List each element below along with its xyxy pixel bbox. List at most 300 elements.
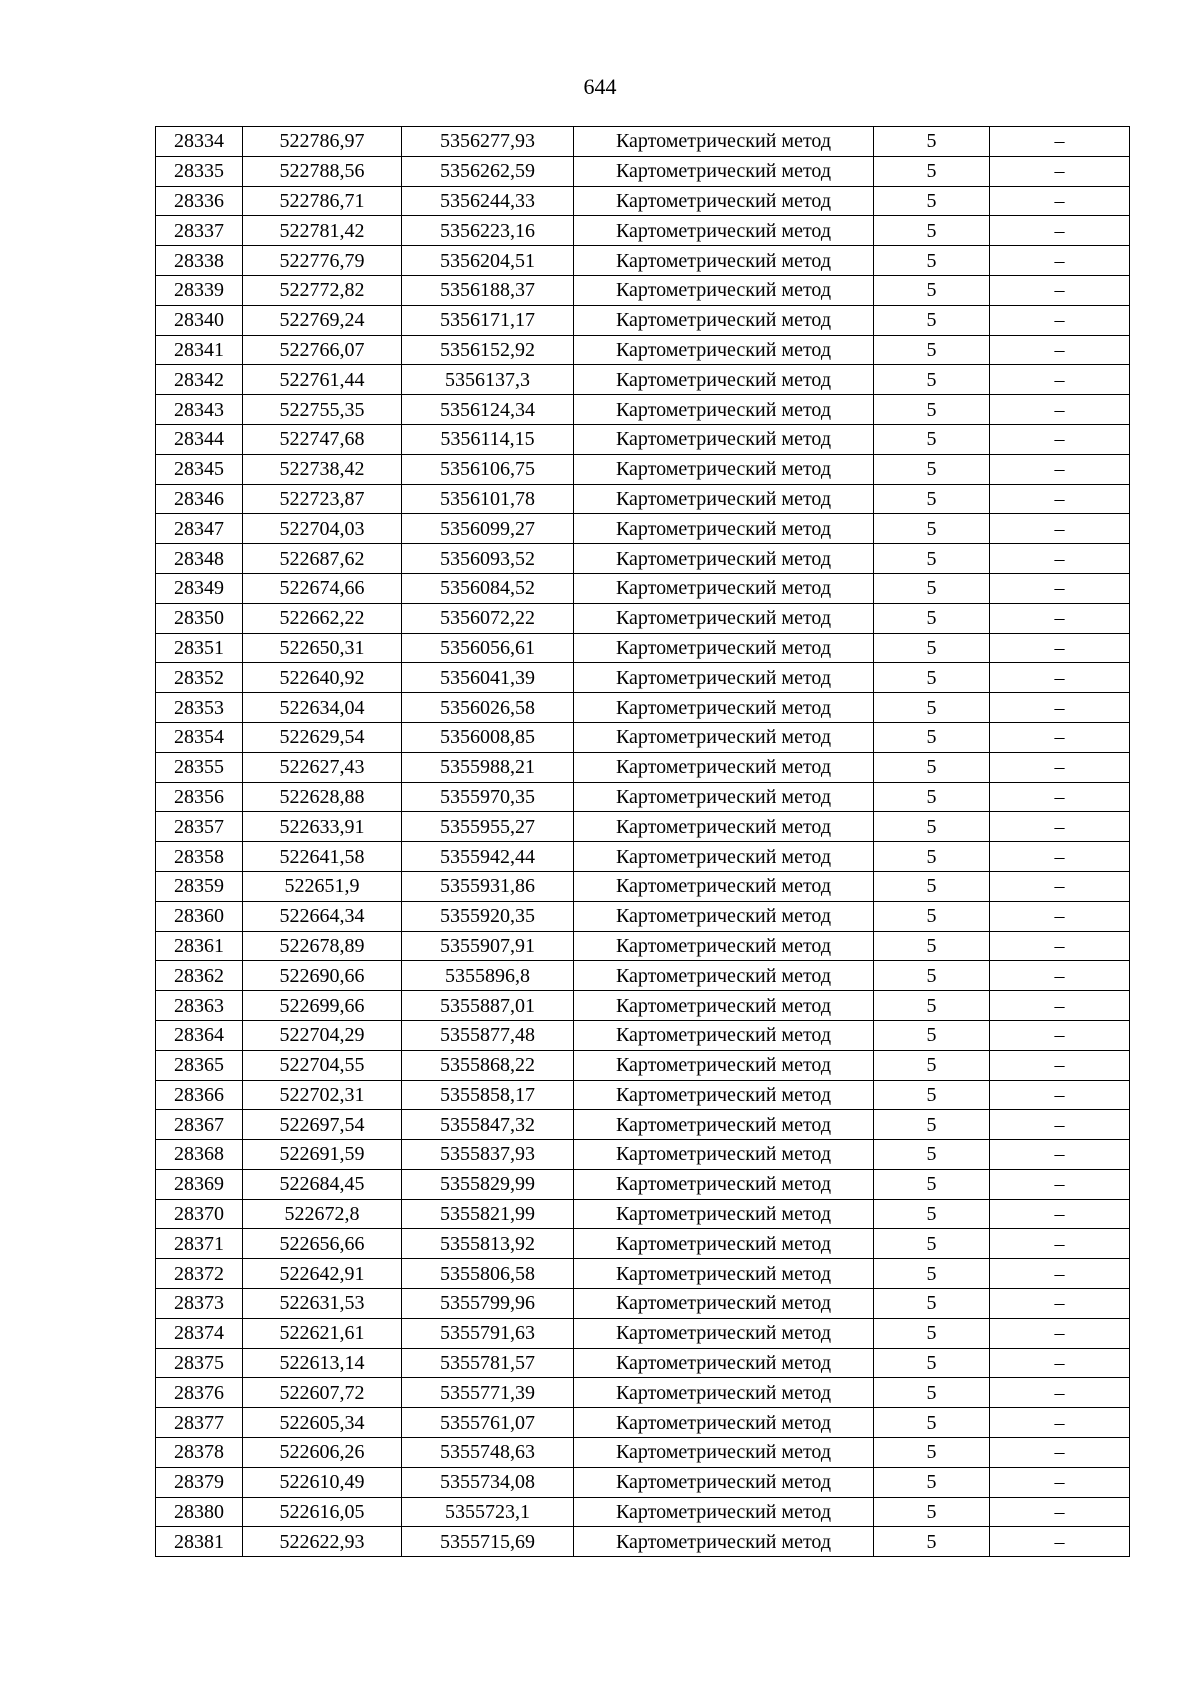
description-cell: – bbox=[990, 484, 1130, 514]
description-cell: – bbox=[990, 1497, 1130, 1527]
table-row bbox=[156, 514, 1130, 544]
description-cell: – bbox=[990, 1110, 1130, 1140]
accuracy-cell: 5 bbox=[874, 484, 990, 514]
method-cell: Картометрический метод bbox=[574, 454, 874, 484]
point-number-cell: 28367 bbox=[156, 1110, 243, 1140]
y-coordinate-cell: 5356277,93 bbox=[402, 127, 574, 157]
y-coordinate-cell: 5356244,33 bbox=[402, 186, 574, 216]
accuracy-cell: 5 bbox=[874, 544, 990, 574]
method-cell: Картометрический метод bbox=[574, 1110, 874, 1140]
y-coordinate-cell: 5356106,75 bbox=[402, 454, 574, 484]
accuracy-cell: 5 bbox=[874, 871, 990, 901]
page-number: 644 bbox=[583, 74, 617, 99]
x-coordinate-cell: 522776,79 bbox=[243, 246, 402, 276]
description-cell: – bbox=[990, 1050, 1130, 1080]
method-cell: Картометрический метод bbox=[574, 901, 874, 931]
x-coordinate-cell: 522772,82 bbox=[243, 275, 402, 305]
accuracy-cell: 5 bbox=[874, 991, 990, 1021]
x-coordinate-cell: 522606,26 bbox=[243, 1438, 402, 1468]
x-coordinate-cell: 522651,9 bbox=[243, 871, 402, 901]
method-cell: Картометрический метод bbox=[574, 842, 874, 872]
table-row bbox=[156, 782, 1130, 812]
point-number-cell: 28380 bbox=[156, 1497, 243, 1527]
description-cell: – bbox=[990, 1289, 1130, 1319]
accuracy-cell: 5 bbox=[874, 1140, 990, 1170]
y-coordinate-cell: 5355837,93 bbox=[402, 1140, 574, 1170]
method-cell: Картометрический метод bbox=[574, 1080, 874, 1110]
method-cell: Картометрический метод bbox=[574, 1527, 874, 1557]
method-cell: Картометрический метод bbox=[574, 782, 874, 812]
x-coordinate-cell: 522650,31 bbox=[243, 633, 402, 663]
table-row bbox=[156, 842, 1130, 872]
method-cell: Картометрический метод bbox=[574, 216, 874, 246]
description-cell: – bbox=[990, 693, 1130, 723]
description-cell: – bbox=[990, 335, 1130, 365]
method-cell: Картометрический метод bbox=[574, 514, 874, 544]
point-number-cell: 28373 bbox=[156, 1289, 243, 1319]
x-coordinate-cell: 522769,24 bbox=[243, 305, 402, 335]
x-coordinate-cell: 522678,89 bbox=[243, 931, 402, 961]
x-coordinate-cell: 522684,45 bbox=[243, 1169, 402, 1199]
x-coordinate-cell: 522747,68 bbox=[243, 424, 402, 454]
table-row bbox=[156, 812, 1130, 842]
description-cell: – bbox=[990, 782, 1130, 812]
y-coordinate-cell: 5355791,63 bbox=[402, 1318, 574, 1348]
point-number-cell: 28345 bbox=[156, 454, 243, 484]
method-cell: Картометрический метод bbox=[574, 663, 874, 693]
y-coordinate-cell: 5355896,8 bbox=[402, 961, 574, 991]
y-coordinate-cell: 5355868,22 bbox=[402, 1050, 574, 1080]
table-row bbox=[156, 603, 1130, 633]
y-coordinate-cell: 5355970,35 bbox=[402, 782, 574, 812]
table-row bbox=[156, 1289, 1130, 1319]
x-coordinate-cell: 522633,91 bbox=[243, 812, 402, 842]
x-coordinate-cell: 522631,53 bbox=[243, 1289, 402, 1319]
point-number-cell: 28344 bbox=[156, 424, 243, 454]
accuracy-cell: 5 bbox=[874, 1348, 990, 1378]
point-number-cell: 28342 bbox=[156, 365, 243, 395]
y-coordinate-cell: 5356072,22 bbox=[402, 603, 574, 633]
y-coordinate-cell: 5355829,99 bbox=[402, 1169, 574, 1199]
point-number-cell: 28360 bbox=[156, 901, 243, 931]
accuracy-cell: 5 bbox=[874, 1497, 990, 1527]
point-number-cell: 28351 bbox=[156, 633, 243, 663]
y-coordinate-cell: 5355942,44 bbox=[402, 842, 574, 872]
description-cell: – bbox=[990, 752, 1130, 782]
y-coordinate-cell: 5355734,08 bbox=[402, 1467, 574, 1497]
table-row bbox=[156, 1497, 1130, 1527]
y-coordinate-cell: 5355771,39 bbox=[402, 1378, 574, 1408]
description-cell: – bbox=[990, 514, 1130, 544]
point-number-cell: 28365 bbox=[156, 1050, 243, 1080]
point-number-cell: 28340 bbox=[156, 305, 243, 335]
method-cell: Картометрический метод bbox=[574, 633, 874, 663]
point-number-cell: 28369 bbox=[156, 1169, 243, 1199]
method-cell: Картометрический метод bbox=[574, 871, 874, 901]
point-number-cell: 28343 bbox=[156, 395, 243, 425]
description-cell: – bbox=[990, 1438, 1130, 1468]
description-cell: – bbox=[990, 246, 1130, 276]
description-cell: – bbox=[990, 871, 1130, 901]
table-row bbox=[156, 1318, 1130, 1348]
table-row bbox=[156, 1199, 1130, 1229]
accuracy-cell: 5 bbox=[874, 454, 990, 484]
y-coordinate-cell: 5356114,15 bbox=[402, 424, 574, 454]
method-cell: Картометрический метод bbox=[574, 1438, 874, 1468]
description-cell: – bbox=[990, 633, 1130, 663]
table-row bbox=[156, 1527, 1130, 1557]
description-cell: – bbox=[990, 156, 1130, 186]
y-coordinate-cell: 5356171,17 bbox=[402, 305, 574, 335]
method-cell: Картометрический метод bbox=[574, 365, 874, 395]
method-cell: Картометрический метод bbox=[574, 812, 874, 842]
accuracy-cell: 5 bbox=[874, 1199, 990, 1229]
table-row bbox=[156, 663, 1130, 693]
y-coordinate-cell: 5356093,52 bbox=[402, 544, 574, 574]
description-cell: – bbox=[990, 1080, 1130, 1110]
description-cell: – bbox=[990, 931, 1130, 961]
table-row bbox=[156, 633, 1130, 663]
point-number-cell: 28355 bbox=[156, 752, 243, 782]
x-coordinate-cell: 522697,54 bbox=[243, 1110, 402, 1140]
point-number-cell: 28362 bbox=[156, 961, 243, 991]
method-cell: Картометрический метод bbox=[574, 1497, 874, 1527]
table-row bbox=[156, 424, 1130, 454]
y-coordinate-cell: 5355781,57 bbox=[402, 1348, 574, 1378]
method-cell: Картометрический метод bbox=[574, 603, 874, 633]
accuracy-cell: 5 bbox=[874, 1467, 990, 1497]
description-cell: – bbox=[990, 365, 1130, 395]
table-row bbox=[156, 871, 1130, 901]
y-coordinate-cell: 5355806,58 bbox=[402, 1259, 574, 1289]
point-number-cell: 28347 bbox=[156, 514, 243, 544]
method-cell: Картометрический метод bbox=[574, 752, 874, 782]
accuracy-cell: 5 bbox=[874, 1318, 990, 1348]
x-coordinate-cell: 522702,31 bbox=[243, 1080, 402, 1110]
y-coordinate-cell: 5356152,92 bbox=[402, 335, 574, 365]
point-number-cell: 28377 bbox=[156, 1408, 243, 1438]
table-row bbox=[156, 991, 1130, 1021]
table-row bbox=[156, 395, 1130, 425]
point-number-cell: 28337 bbox=[156, 216, 243, 246]
x-coordinate-cell: 522656,66 bbox=[243, 1229, 402, 1259]
x-coordinate-cell: 522723,87 bbox=[243, 484, 402, 514]
description-cell: – bbox=[990, 1378, 1130, 1408]
table-row bbox=[156, 1080, 1130, 1110]
y-coordinate-cell: 5356137,3 bbox=[402, 365, 574, 395]
accuracy-cell: 5 bbox=[874, 365, 990, 395]
y-coordinate-cell: 5356188,37 bbox=[402, 275, 574, 305]
y-coordinate-cell: 5355847,32 bbox=[402, 1110, 574, 1140]
method-cell: Картометрический метод bbox=[574, 424, 874, 454]
y-coordinate-cell: 5356099,27 bbox=[402, 514, 574, 544]
point-number-cell: 28381 bbox=[156, 1527, 243, 1557]
description-cell: – bbox=[990, 186, 1130, 216]
table-row bbox=[156, 901, 1130, 931]
method-cell: Картометрический метод bbox=[574, 693, 874, 723]
method-cell: Картометрический метод bbox=[574, 395, 874, 425]
accuracy-cell: 5 bbox=[874, 633, 990, 663]
y-coordinate-cell: 5355723,1 bbox=[402, 1497, 574, 1527]
x-coordinate-cell: 522687,62 bbox=[243, 544, 402, 574]
point-number-cell: 28356 bbox=[156, 782, 243, 812]
table-row bbox=[156, 246, 1130, 276]
description-cell: – bbox=[990, 424, 1130, 454]
accuracy-cell: 5 bbox=[874, 1289, 990, 1319]
method-cell: Картометрический метод bbox=[574, 186, 874, 216]
table-row bbox=[156, 573, 1130, 603]
method-cell: Картометрический метод bbox=[574, 1020, 874, 1050]
accuracy-cell: 5 bbox=[874, 1169, 990, 1199]
point-number-cell: 28348 bbox=[156, 544, 243, 574]
point-number-cell: 28357 bbox=[156, 812, 243, 842]
point-number-cell: 28371 bbox=[156, 1229, 243, 1259]
description-cell: – bbox=[990, 722, 1130, 752]
x-coordinate-cell: 522610,49 bbox=[243, 1467, 402, 1497]
accuracy-cell: 5 bbox=[874, 752, 990, 782]
method-cell: Картометрический метод bbox=[574, 1199, 874, 1229]
x-coordinate-cell: 522786,97 bbox=[243, 127, 402, 157]
point-number-cell: 28335 bbox=[156, 156, 243, 186]
accuracy-cell: 5 bbox=[874, 1020, 990, 1050]
accuracy-cell: 5 bbox=[874, 782, 990, 812]
y-coordinate-cell: 5355907,91 bbox=[402, 931, 574, 961]
y-coordinate-cell: 5356223,16 bbox=[402, 216, 574, 246]
description-cell: – bbox=[990, 216, 1130, 246]
x-coordinate-cell: 522788,56 bbox=[243, 156, 402, 186]
method-cell: Картометрический метод bbox=[574, 573, 874, 603]
x-coordinate-cell: 522605,34 bbox=[243, 1408, 402, 1438]
point-number-cell: 28379 bbox=[156, 1467, 243, 1497]
x-coordinate-cell: 522781,42 bbox=[243, 216, 402, 246]
table-row bbox=[156, 1020, 1130, 1050]
coordinates-table-body bbox=[156, 127, 1130, 1557]
x-coordinate-cell: 522621,61 bbox=[243, 1318, 402, 1348]
table-row bbox=[156, 1110, 1130, 1140]
accuracy-cell: 5 bbox=[874, 693, 990, 723]
y-coordinate-cell: 5356124,34 bbox=[402, 395, 574, 425]
description-cell: – bbox=[990, 395, 1130, 425]
table-row bbox=[156, 1050, 1130, 1080]
accuracy-cell: 5 bbox=[874, 1527, 990, 1557]
point-number-cell: 28334 bbox=[156, 127, 243, 157]
table-row bbox=[156, 693, 1130, 723]
table-row bbox=[156, 484, 1130, 514]
table-row bbox=[156, 544, 1130, 574]
description-cell: – bbox=[990, 842, 1130, 872]
point-number-cell: 28368 bbox=[156, 1140, 243, 1170]
y-coordinate-cell: 5355821,99 bbox=[402, 1199, 574, 1229]
accuracy-cell: 5 bbox=[874, 1229, 990, 1259]
x-coordinate-cell: 522699,66 bbox=[243, 991, 402, 1021]
y-coordinate-cell: 5355887,01 bbox=[402, 991, 574, 1021]
x-coordinate-cell: 522607,72 bbox=[243, 1378, 402, 1408]
point-number-cell: 28363 bbox=[156, 991, 243, 1021]
method-cell: Картометрический метод bbox=[574, 722, 874, 752]
y-coordinate-cell: 5355761,07 bbox=[402, 1408, 574, 1438]
description-cell: – bbox=[990, 305, 1130, 335]
accuracy-cell: 5 bbox=[874, 663, 990, 693]
method-cell: Картометрический метод bbox=[574, 127, 874, 157]
x-coordinate-cell: 522766,07 bbox=[243, 335, 402, 365]
y-coordinate-cell: 5356204,51 bbox=[402, 246, 574, 276]
point-number-cell: 28341 bbox=[156, 335, 243, 365]
point-number-cell: 28361 bbox=[156, 931, 243, 961]
method-cell: Картометрический метод bbox=[574, 1259, 874, 1289]
method-cell: Картометрический метод bbox=[574, 1289, 874, 1319]
table-row bbox=[156, 156, 1130, 186]
method-cell: Картометрический метод bbox=[574, 544, 874, 574]
x-coordinate-cell: 522664,34 bbox=[243, 901, 402, 931]
method-cell: Картометрический метод bbox=[574, 1140, 874, 1170]
point-number-cell: 28370 bbox=[156, 1199, 243, 1229]
table-row bbox=[156, 335, 1130, 365]
table-row bbox=[156, 1169, 1130, 1199]
description-cell: – bbox=[990, 1259, 1130, 1289]
table-row bbox=[156, 722, 1130, 752]
accuracy-cell: 5 bbox=[874, 722, 990, 752]
accuracy-cell: 5 bbox=[874, 395, 990, 425]
method-cell: Картометрический метод bbox=[574, 1467, 874, 1497]
x-coordinate-cell: 522691,59 bbox=[243, 1140, 402, 1170]
method-cell: Картометрический метод bbox=[574, 275, 874, 305]
x-coordinate-cell: 522704,55 bbox=[243, 1050, 402, 1080]
accuracy-cell: 5 bbox=[874, 603, 990, 633]
method-cell: Картометрический метод bbox=[574, 1318, 874, 1348]
point-number-cell: 28346 bbox=[156, 484, 243, 514]
method-cell: Картометрический метод bbox=[574, 961, 874, 991]
y-coordinate-cell: 5355858,17 bbox=[402, 1080, 574, 1110]
x-coordinate-cell: 522761,44 bbox=[243, 365, 402, 395]
x-coordinate-cell: 522629,54 bbox=[243, 722, 402, 752]
y-coordinate-cell: 5356084,52 bbox=[402, 573, 574, 603]
point-number-cell: 28374 bbox=[156, 1318, 243, 1348]
table-row bbox=[156, 365, 1130, 395]
x-coordinate-cell: 522634,04 bbox=[243, 693, 402, 723]
point-number-cell: 28358 bbox=[156, 842, 243, 872]
x-coordinate-cell: 522628,88 bbox=[243, 782, 402, 812]
accuracy-cell: 5 bbox=[874, 1110, 990, 1140]
accuracy-cell: 5 bbox=[874, 246, 990, 276]
x-coordinate-cell: 522662,22 bbox=[243, 603, 402, 633]
description-cell: – bbox=[990, 1169, 1130, 1199]
x-coordinate-cell: 522616,05 bbox=[243, 1497, 402, 1527]
y-coordinate-cell: 5355955,27 bbox=[402, 812, 574, 842]
point-number-cell: 28364 bbox=[156, 1020, 243, 1050]
accuracy-cell: 5 bbox=[874, 1080, 990, 1110]
accuracy-cell: 5 bbox=[874, 275, 990, 305]
description-cell: – bbox=[990, 603, 1130, 633]
point-number-cell: 28349 bbox=[156, 573, 243, 603]
table-row bbox=[156, 1259, 1130, 1289]
accuracy-cell: 5 bbox=[874, 1378, 990, 1408]
description-cell: – bbox=[990, 1229, 1130, 1259]
y-coordinate-cell: 5355988,21 bbox=[402, 752, 574, 782]
method-cell: Картометрический метод bbox=[574, 1229, 874, 1259]
point-number-cell: 28352 bbox=[156, 663, 243, 693]
table-row bbox=[156, 275, 1130, 305]
y-coordinate-cell: 5356262,59 bbox=[402, 156, 574, 186]
x-coordinate-cell: 522704,29 bbox=[243, 1020, 402, 1050]
accuracy-cell: 5 bbox=[874, 305, 990, 335]
accuracy-cell: 5 bbox=[874, 127, 990, 157]
table-row bbox=[156, 1140, 1130, 1170]
method-cell: Картометрический метод bbox=[574, 1050, 874, 1080]
table-row bbox=[156, 127, 1130, 157]
method-cell: Картометрический метод bbox=[574, 156, 874, 186]
x-coordinate-cell: 522704,03 bbox=[243, 514, 402, 544]
description-cell: – bbox=[990, 275, 1130, 305]
point-number-cell: 28354 bbox=[156, 722, 243, 752]
table-row bbox=[156, 931, 1130, 961]
table-row bbox=[156, 186, 1130, 216]
coordinates-table bbox=[155, 126, 1130, 1557]
description-cell: – bbox=[990, 1408, 1130, 1438]
x-coordinate-cell: 522690,66 bbox=[243, 961, 402, 991]
y-coordinate-cell: 5356056,61 bbox=[402, 633, 574, 663]
point-number-cell: 28339 bbox=[156, 275, 243, 305]
x-coordinate-cell: 522738,42 bbox=[243, 454, 402, 484]
description-cell: – bbox=[990, 1527, 1130, 1557]
accuracy-cell: 5 bbox=[874, 1438, 990, 1468]
point-number-cell: 28378 bbox=[156, 1438, 243, 1468]
y-coordinate-cell: 5355877,48 bbox=[402, 1020, 574, 1050]
description-cell: – bbox=[990, 812, 1130, 842]
description-cell: – bbox=[990, 991, 1130, 1021]
accuracy-cell: 5 bbox=[874, 901, 990, 931]
x-coordinate-cell: 522642,91 bbox=[243, 1259, 402, 1289]
method-cell: Картометрический метод bbox=[574, 305, 874, 335]
y-coordinate-cell: 5355920,35 bbox=[402, 901, 574, 931]
y-coordinate-cell: 5356008,85 bbox=[402, 722, 574, 752]
x-coordinate-cell: 522672,8 bbox=[243, 1199, 402, 1229]
x-coordinate-cell: 522641,58 bbox=[243, 842, 402, 872]
y-coordinate-cell: 5356026,58 bbox=[402, 693, 574, 723]
point-number-cell: 28372 bbox=[156, 1259, 243, 1289]
point-number-cell: 28353 bbox=[156, 693, 243, 723]
accuracy-cell: 5 bbox=[874, 1259, 990, 1289]
method-cell: Картометрический метод bbox=[574, 246, 874, 276]
method-cell: Картометрический метод bbox=[574, 991, 874, 1021]
description-cell: – bbox=[990, 663, 1130, 693]
accuracy-cell: 5 bbox=[874, 1408, 990, 1438]
method-cell: Картометрический метод bbox=[574, 1348, 874, 1378]
accuracy-cell: 5 bbox=[874, 1050, 990, 1080]
accuracy-cell: 5 bbox=[874, 424, 990, 454]
table-row bbox=[156, 216, 1130, 246]
point-number-cell: 28350 bbox=[156, 603, 243, 633]
description-cell: – bbox=[990, 901, 1130, 931]
table-row bbox=[156, 961, 1130, 991]
method-cell: Картометрический метод bbox=[574, 335, 874, 365]
table-row bbox=[156, 305, 1130, 335]
method-cell: Картометрический метод bbox=[574, 1378, 874, 1408]
table-row bbox=[156, 1229, 1130, 1259]
y-coordinate-cell: 5355813,92 bbox=[402, 1229, 574, 1259]
point-number-cell: 28366 bbox=[156, 1080, 243, 1110]
description-cell: – bbox=[990, 454, 1130, 484]
accuracy-cell: 5 bbox=[874, 931, 990, 961]
description-cell: – bbox=[990, 1199, 1130, 1229]
accuracy-cell: 5 bbox=[874, 514, 990, 544]
table-row bbox=[156, 1408, 1130, 1438]
x-coordinate-cell: 522674,66 bbox=[243, 573, 402, 603]
table-row bbox=[156, 1348, 1130, 1378]
table-row bbox=[156, 454, 1130, 484]
x-coordinate-cell: 522786,71 bbox=[243, 186, 402, 216]
method-cell: Картометрический метод bbox=[574, 1169, 874, 1199]
table-row bbox=[156, 752, 1130, 782]
